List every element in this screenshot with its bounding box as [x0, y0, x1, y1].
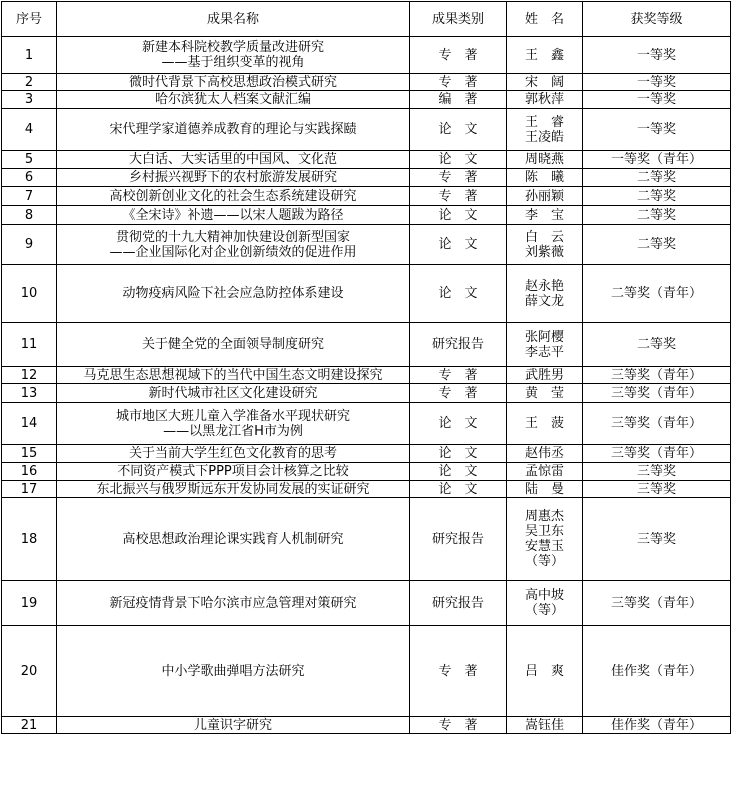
row-index: 4 [2, 109, 57, 151]
table-row [2, 626, 731, 717]
row-category: 专 著 [410, 37, 507, 74]
table-row [2, 187, 731, 206]
row-category: 论 文 [410, 463, 507, 481]
author-name: （等） [524, 554, 564, 569]
row-category: 研究报告 [410, 323, 507, 367]
row-category: 论 文 [410, 206, 507, 225]
table-row [2, 403, 731, 445]
row-category: 专 著 [410, 384, 507, 403]
author-name: 李志平 [524, 344, 564, 360]
header-index: 序号 [2, 2, 57, 37]
title-line: 新冠疫情背景下哈尔滨市应急管理对策研究 [109, 595, 357, 611]
author-name: 黄 莹 [524, 385, 564, 401]
row-authors [507, 169, 583, 187]
row-award: 一等奖（青年） [583, 151, 731, 169]
row-category: 专 著 [410, 169, 507, 187]
row-authors [507, 74, 583, 91]
row-award: 佳作奖（青年） [583, 626, 731, 717]
title-line: 城市地区大班儿童入学准备水平现状研究 [115, 408, 350, 424]
row-award: 三等奖 [583, 481, 731, 498]
awards-table [1, 1, 731, 734]
table-row [2, 169, 731, 187]
row-title [57, 187, 410, 206]
row-award: 二等奖 [583, 225, 731, 265]
row-category: 论 文 [410, 445, 507, 463]
title-line: 乡村振兴视野下的农村旅游发展研究 [128, 170, 337, 185]
row-index: 12 [2, 367, 57, 384]
header-category: 成果类别 [410, 2, 507, 37]
author-name: 孙丽颖 [524, 188, 564, 204]
row-index: 5 [2, 151, 57, 169]
row-authors [507, 717, 583, 734]
author-name: 王 鑫 [524, 47, 564, 63]
row-index: 10 [2, 265, 57, 323]
row-authors [507, 463, 583, 481]
row-category: 研究报告 [410, 498, 507, 581]
row-index: 18 [2, 498, 57, 581]
row-authors [507, 384, 583, 403]
row-award: 二等奖 [583, 187, 731, 206]
table-row [2, 498, 731, 581]
row-title [57, 463, 410, 481]
row-award: 一等奖 [583, 74, 731, 91]
row-index: 11 [2, 323, 57, 367]
row-title [57, 384, 410, 403]
title-line: 宋代理学家道德养成教育的理论与实践探赜 [109, 122, 357, 137]
author-name: 周惠杰 [524, 509, 564, 524]
row-index: 1 [2, 37, 57, 74]
table-row [2, 225, 731, 265]
author-name: 张阿樱 [524, 329, 564, 345]
row-title [57, 225, 410, 265]
row-award: 三等奖（青年） [583, 384, 731, 403]
row-authors [507, 498, 583, 581]
row-title [57, 445, 410, 463]
row-category: 论 文 [410, 151, 507, 169]
author-name: 吕 爽 [524, 663, 564, 679]
row-award: 三等奖 [583, 498, 731, 581]
table-row [2, 206, 731, 225]
table-row [2, 445, 731, 463]
row-authors [507, 187, 583, 206]
table-row [2, 91, 731, 109]
row-title [57, 109, 410, 151]
row-authors [507, 445, 583, 463]
title-line: 动物疫病风险下社会应急防控体系建设 [122, 286, 344, 301]
row-category: 专 著 [410, 717, 507, 734]
row-award: 三等奖（青年） [583, 445, 731, 463]
table-row [2, 581, 731, 626]
table-row [2, 323, 731, 367]
row-index: 6 [2, 169, 57, 187]
row-award: 二等奖 [583, 169, 731, 187]
table-row [2, 481, 731, 498]
table-row [2, 151, 731, 169]
author-name: 赵伟丞 [524, 446, 564, 461]
title-line: 关于当前大学生红色文化教育的思考 [128, 446, 337, 461]
row-category: 论 文 [410, 225, 507, 265]
row-award: 佳作奖（青年） [583, 717, 731, 734]
row-index: 9 [2, 225, 57, 265]
row-authors [507, 581, 583, 626]
header-award: 获奖等级 [583, 2, 731, 37]
row-category: 论 文 [410, 403, 507, 445]
title-line: 高校思想政治理论课实践育人机制研究 [122, 531, 344, 547]
row-award: 三等奖（青年） [583, 403, 731, 445]
row-category: 专 著 [410, 626, 507, 717]
row-index: 17 [2, 481, 57, 498]
row-authors [507, 265, 583, 323]
author-name: 陆 曼 [524, 481, 564, 497]
author-name: 孟惊雷 [524, 464, 564, 479]
author-name: 薛文龙 [524, 293, 564, 309]
author-name: 王凌皓 [524, 129, 564, 145]
row-index: 14 [2, 403, 57, 445]
author-name: 高中坡 [524, 588, 564, 603]
row-index: 7 [2, 187, 57, 206]
title-line: 大白话、大实话里的中国风、文化范 [128, 152, 337, 167]
table-row [2, 384, 731, 403]
row-index: 21 [2, 717, 57, 734]
row-title [57, 206, 410, 225]
title-line: 新建本科院校教学质量改进研究 [141, 40, 324, 55]
title-line: 高校创新创业文化的社会生态系统建设研究 [109, 188, 357, 204]
row-index: 3 [2, 91, 57, 109]
table-row [2, 74, 731, 91]
row-category: 专 著 [410, 74, 507, 91]
row-authors [507, 367, 583, 384]
author-name: 赵永艳 [524, 278, 564, 294]
author-name: 王 菠 [524, 416, 564, 431]
header-row [2, 2, 731, 37]
row-index: 20 [2, 626, 57, 717]
title-line: 东北振兴与俄罗斯远东开发协同发展的实证研究 [96, 481, 370, 497]
row-title [57, 498, 410, 581]
header-author: 姓 名 [507, 2, 583, 37]
author-name: 白 云 [524, 229, 564, 245]
title-line: ——以黑龙江省H市为例 [163, 423, 303, 439]
table-row [2, 37, 731, 74]
author-name: 吴卫东 [524, 524, 564, 539]
title-line: 马克思生态思想视域下的当代中国生态文明建设探究 [83, 367, 383, 383]
row-title [57, 626, 410, 717]
row-title [57, 323, 410, 367]
row-title [57, 169, 410, 187]
table-row [2, 367, 731, 384]
row-index: 16 [2, 463, 57, 481]
row-award: 二等奖（青年） [583, 265, 731, 323]
author-name: 安慧玉 [524, 539, 564, 554]
row-index: 19 [2, 581, 57, 626]
row-authors [507, 323, 583, 367]
row-award: 一等奖 [583, 91, 731, 109]
table-row [2, 717, 731, 734]
title-line: 贯彻党的十九大精神加快建设创新型国家 [115, 229, 350, 245]
title-line: ——企业国际化对企业创新绩效的促进作用 [109, 244, 357, 260]
row-title [57, 265, 410, 323]
row-category: 专 著 [410, 187, 507, 206]
title-line: 关于健全党的全面领导制度研究 [141, 337, 324, 352]
row-award: 三等奖（青年） [583, 581, 731, 626]
author-name: 李 宝 [524, 207, 564, 223]
row-title [57, 481, 410, 498]
row-index: 15 [2, 445, 57, 463]
row-category: 论 文 [410, 109, 507, 151]
title-line: 儿童识字研究 [193, 717, 272, 733]
row-authors [507, 151, 583, 169]
row-award: 二等奖 [583, 206, 731, 225]
row-category: 论 文 [410, 481, 507, 498]
table-row [2, 109, 731, 151]
author-name: 陈 曦 [524, 170, 564, 185]
row-index: 13 [2, 384, 57, 403]
row-award: 一等奖 [583, 109, 731, 151]
row-title [57, 91, 410, 109]
row-index: 2 [2, 74, 57, 91]
title-line: 《全宋诗》补遗——以宋人题跋为路径 [122, 207, 344, 223]
row-authors [507, 206, 583, 225]
table-row [2, 265, 731, 323]
row-title [57, 37, 410, 74]
row-authors [507, 403, 583, 445]
title-line: 新时代城市社区文化建设研究 [148, 385, 318, 401]
row-index: 8 [2, 206, 57, 225]
row-category: 论 文 [410, 265, 507, 323]
row-category: 研究报告 [410, 581, 507, 626]
row-category: 专 著 [410, 367, 507, 384]
row-award: 三等奖（青年） [583, 367, 731, 384]
author-name: 王 睿 [524, 114, 564, 130]
title-line: 哈尔滨犹太人档案文献汇编 [154, 92, 311, 107]
row-title [57, 151, 410, 169]
row-award: 二等奖 [583, 323, 731, 367]
header-title: 成果名称 [57, 2, 410, 37]
author-name: 武胜男 [524, 367, 564, 383]
author-name: （等） [524, 603, 564, 618]
author-name: 周晓燕 [524, 152, 564, 167]
row-authors [507, 481, 583, 498]
row-authors [507, 37, 583, 74]
row-award: 三等奖 [583, 463, 731, 481]
author-name: 嵩钰佳 [524, 717, 564, 733]
title-line: 中小学歌曲弹唱方法研究 [161, 663, 305, 679]
row-authors [507, 626, 583, 717]
row-title [57, 403, 410, 445]
author-name: 刘紫薇 [524, 244, 564, 260]
row-title [57, 581, 410, 626]
title-line: ——基于组织变革的视角 [161, 55, 305, 70]
row-authors [507, 91, 583, 109]
row-category: 编 著 [410, 91, 507, 109]
row-award: 一等奖 [583, 37, 731, 74]
row-authors [507, 109, 583, 151]
author-name: 宋 阔 [524, 74, 564, 90]
row-title [57, 367, 410, 384]
row-title [57, 717, 410, 734]
row-title [57, 74, 410, 91]
title-line: 微时代背景下高校思想政治模式研究 [128, 74, 337, 90]
title-line: 不同资产模式下PPP项目会计核算之比较 [117, 464, 349, 479]
author-name: 郭秋萍 [524, 92, 564, 107]
table-row [2, 463, 731, 481]
row-authors [507, 225, 583, 265]
